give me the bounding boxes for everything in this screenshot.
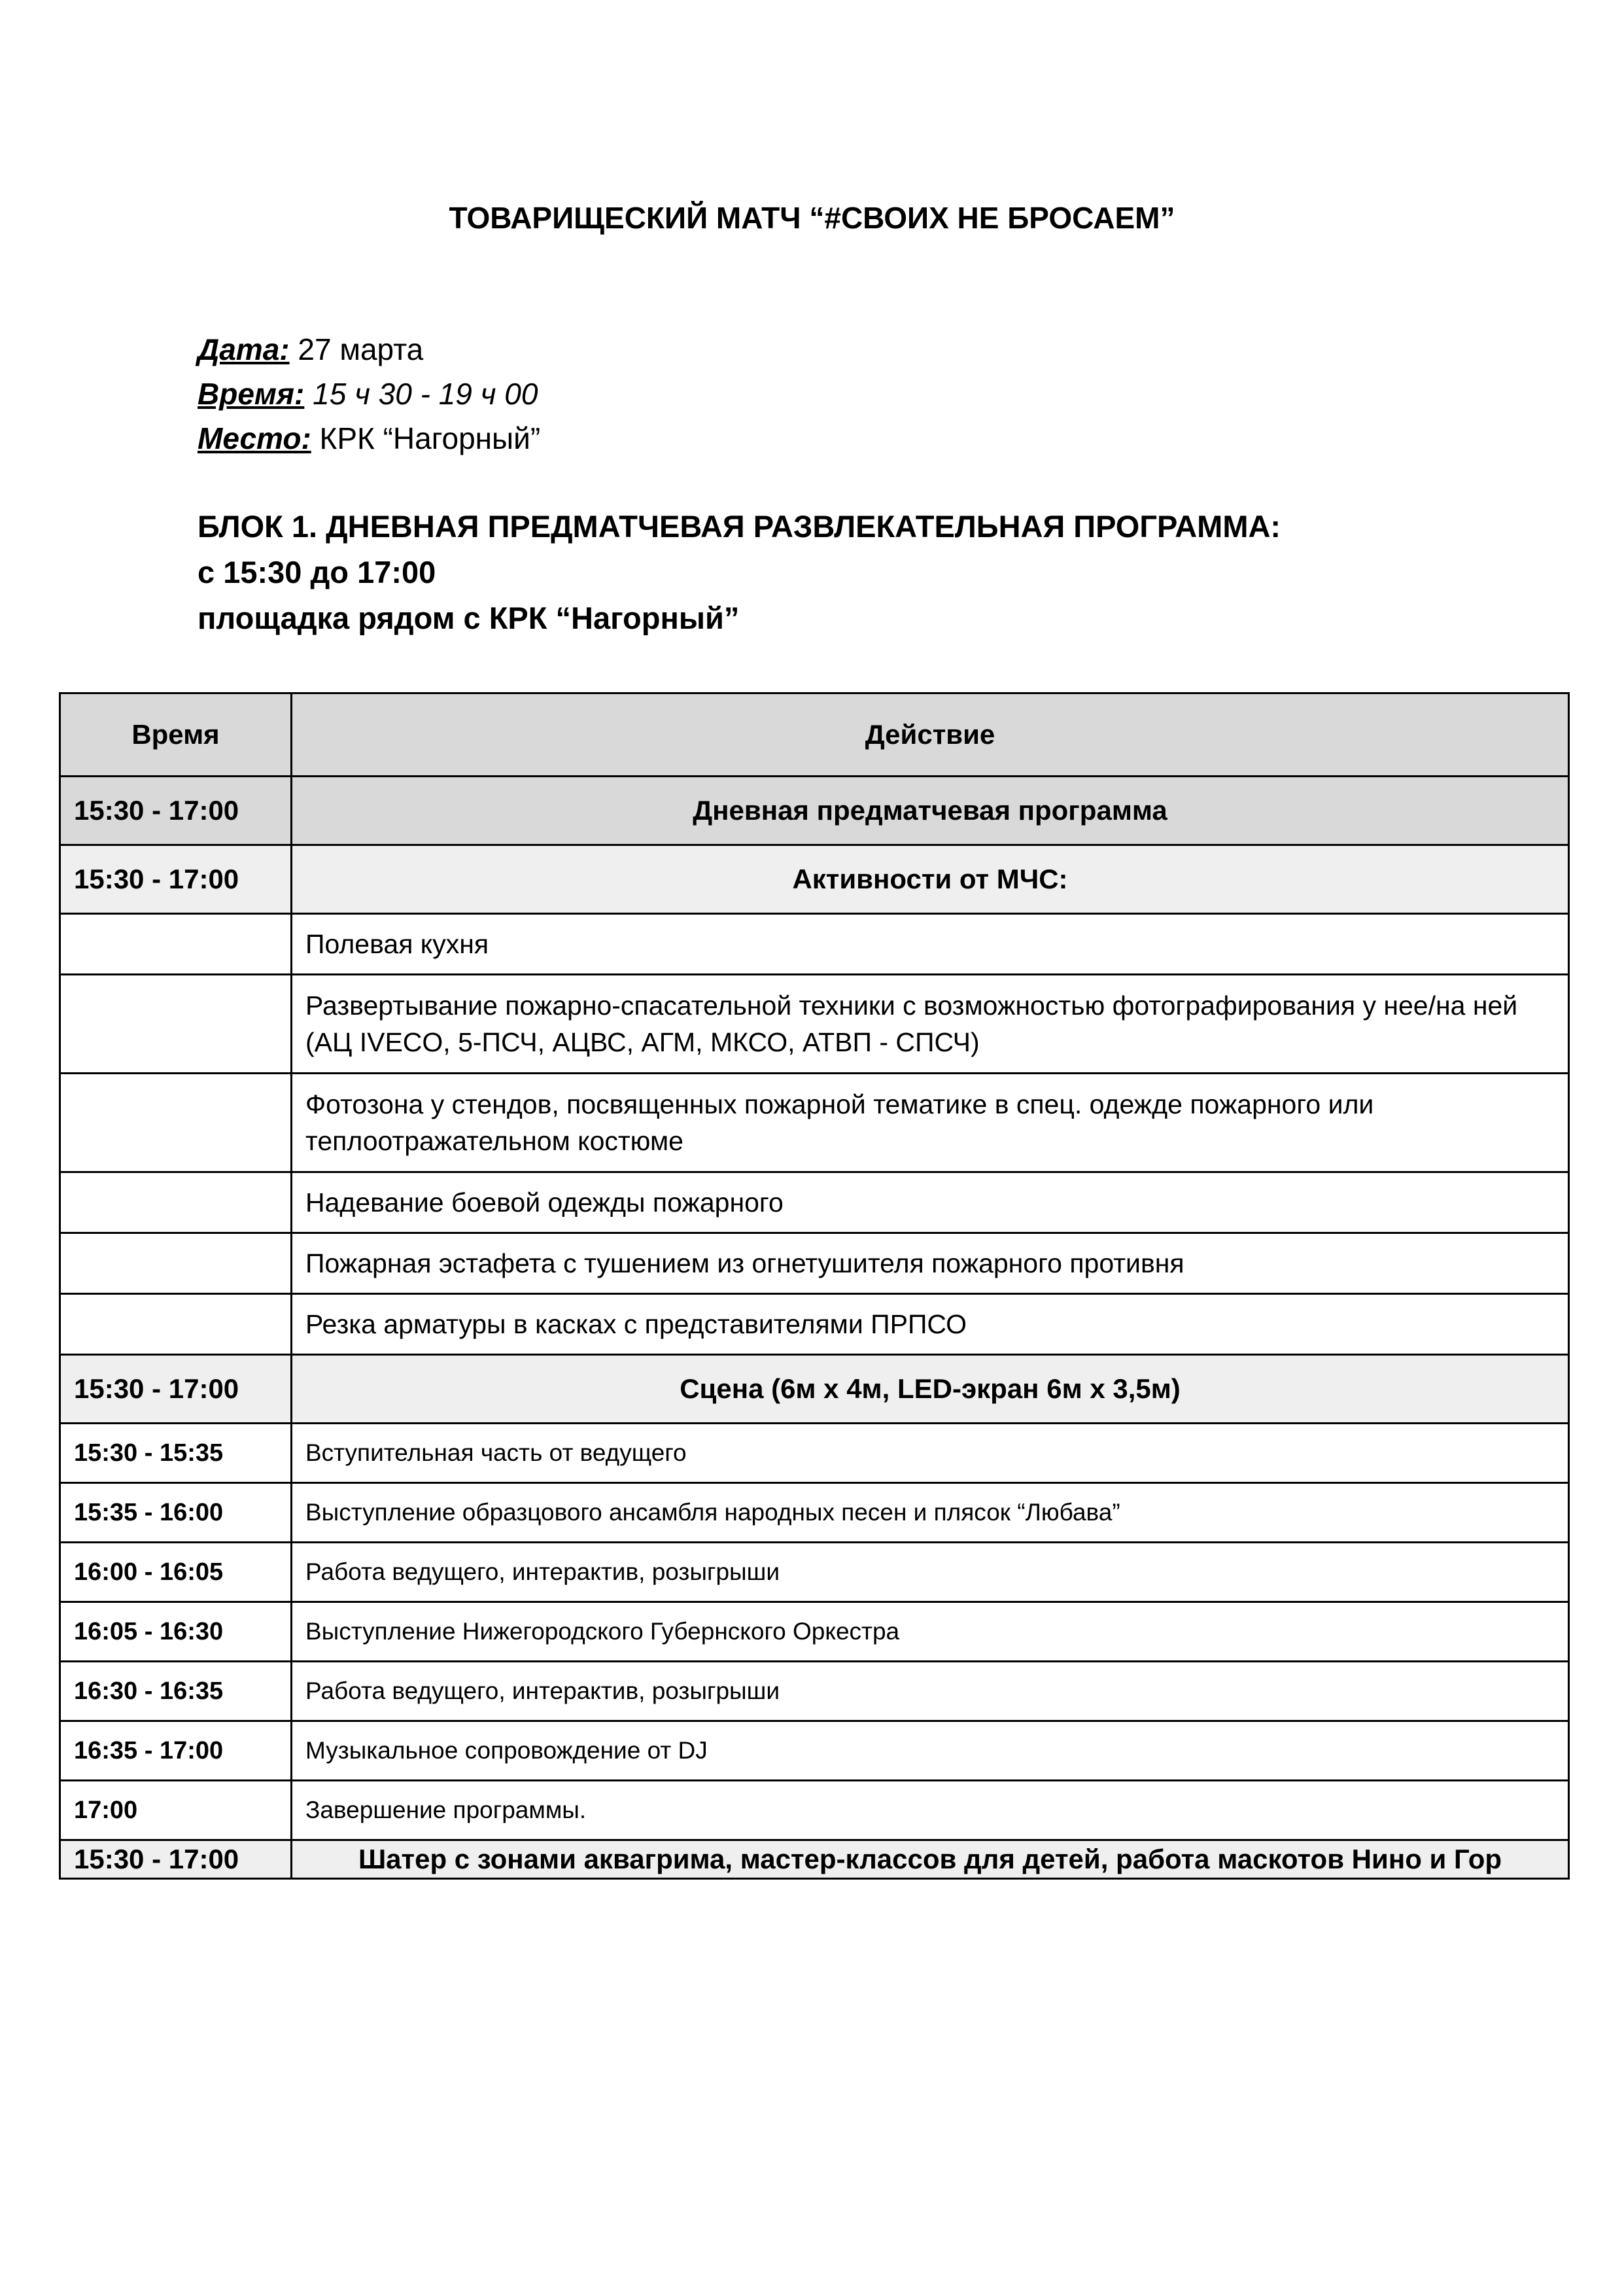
row-time: 15:35 - 16:00: [60, 1483, 292, 1543]
row-action: Работа ведущего, интерактив, розыгрыши: [292, 1662, 1569, 1721]
table-row: [60, 1662, 1569, 1721]
table-row: [60, 1074, 1569, 1172]
row-time: [60, 1074, 292, 1172]
table-row: [60, 1781, 1569, 1840]
time-label: Время:: [198, 377, 305, 411]
row-action: Завершение программы.: [292, 1781, 1569, 1840]
date-row: [198, 327, 540, 372]
row-action: Выступление образцового ансамбля народных песен и плясок “Любава”: [292, 1483, 1569, 1543]
row-time: 16:05 - 16:30: [60, 1602, 292, 1662]
row-time: [60, 975, 292, 1074]
row-time: [60, 914, 292, 975]
row-time: 15:30 - 17:00: [60, 1355, 292, 1424]
row-action: Развертывание пожарно-спасательной техники с возможностью фотографирования у нее/на ней (АЦ IVECO, 5-ПСЧ, АЦВС, АГМ, МКСО, АТВП - СПСЧ): [292, 975, 1569, 1074]
document-title: ТОВАРИЩЕСКИЙ МАТЧ “#СВОИХ НЕ БРОСАЕМ”: [449, 201, 1175, 235]
row-action: Музыкальное сопровождение от DJ: [292, 1721, 1569, 1781]
row-time: 16:30 - 16:35: [60, 1662, 292, 1721]
table-row: [60, 777, 1569, 845]
table-header-row: [60, 693, 1569, 777]
table-row: [60, 975, 1569, 1074]
row-time: [60, 1172, 292, 1233]
row-action: Полевая кухня: [292, 914, 1569, 975]
row-time: 15:30 - 17:00: [60, 1840, 292, 1879]
row-time: 15:30 - 17:00: [60, 777, 292, 845]
date-value: 27 марта: [298, 332, 424, 366]
time-row: [198, 372, 540, 416]
event-meta: [198, 327, 540, 461]
row-time: 16:00 - 16:05: [60, 1543, 292, 1602]
row-time: 16:35 - 17:00: [60, 1721, 292, 1781]
table-row: [60, 1233, 1569, 1294]
table-row: [60, 1483, 1569, 1543]
row-time: 15:30 - 15:35: [60, 1424, 292, 1483]
row-action: Шатер с зонами аквагрима, мастер-классов для детей, работа маскотов Нино и Гор: [292, 1840, 1569, 1879]
table-row: [60, 1172, 1569, 1233]
table-row: [60, 1840, 1569, 1879]
block-heading-line-3: площадка рядом с КРК “Нагорный”: [198, 601, 740, 635]
table-row: [60, 1424, 1569, 1483]
table-row: [60, 1355, 1569, 1424]
row-action: Работа ведущего, интерактив, розыгрыши: [292, 1543, 1569, 1602]
block-heading-line-1: БЛОК 1. ДНЕВНАЯ ПРЕДМАТЧЕВАЯ РАЗВЛЕКАТЕЛЬНАЯ ПРОГРАММА:: [198, 509, 1281, 544]
table-row: [60, 1602, 1569, 1662]
column-header-action: Действие: [292, 693, 1569, 777]
place-label: Место:: [198, 421, 311, 455]
block-heading-line-2: с 15:30 до 17:00: [198, 555, 436, 589]
row-action: Пожарная эстафета с тушением из огнетушителя пожарного противня: [292, 1233, 1569, 1294]
row-action: Вступительная часть от ведущего: [292, 1424, 1569, 1483]
table-row: [60, 914, 1569, 975]
schedule-table: [59, 692, 1570, 1880]
row-action: Выступление Нижегородского Губернского Оркестра: [292, 1602, 1569, 1662]
row-action: Резка арматуры в касках с представителями ПРПСО: [292, 1294, 1569, 1355]
row-time: 15:30 - 17:00: [60, 845, 292, 914]
row-action: Сцена (6м х 4м, LED-экран 6м х 3,5м): [292, 1355, 1569, 1424]
table-row: [60, 845, 1569, 914]
table-row: [60, 1294, 1569, 1355]
time-value: 15 ч 30 - 19 ч 00: [313, 377, 538, 411]
row-action: Дневная предматчевая программа: [292, 777, 1569, 845]
column-header-time: Время: [60, 693, 292, 777]
place-row: [198, 416, 540, 461]
table-row: [60, 1721, 1569, 1781]
row-action: Активности от МЧС:: [292, 845, 1569, 914]
row-action: Фотозона у стендов, посвященных пожарной тематике в спец. одежде пожарного или теплоотражательном костюме: [292, 1074, 1569, 1172]
table-row: [60, 1543, 1569, 1602]
row-time: [60, 1294, 292, 1355]
row-time: 17:00: [60, 1781, 292, 1840]
row-time: [60, 1233, 292, 1294]
block-heading: [198, 504, 1281, 641]
date-label: Дата:: [198, 332, 290, 366]
row-action: Надевание боевой одежды пожарного: [292, 1172, 1569, 1233]
place-value: КРК “Нагорный”: [319, 421, 541, 455]
